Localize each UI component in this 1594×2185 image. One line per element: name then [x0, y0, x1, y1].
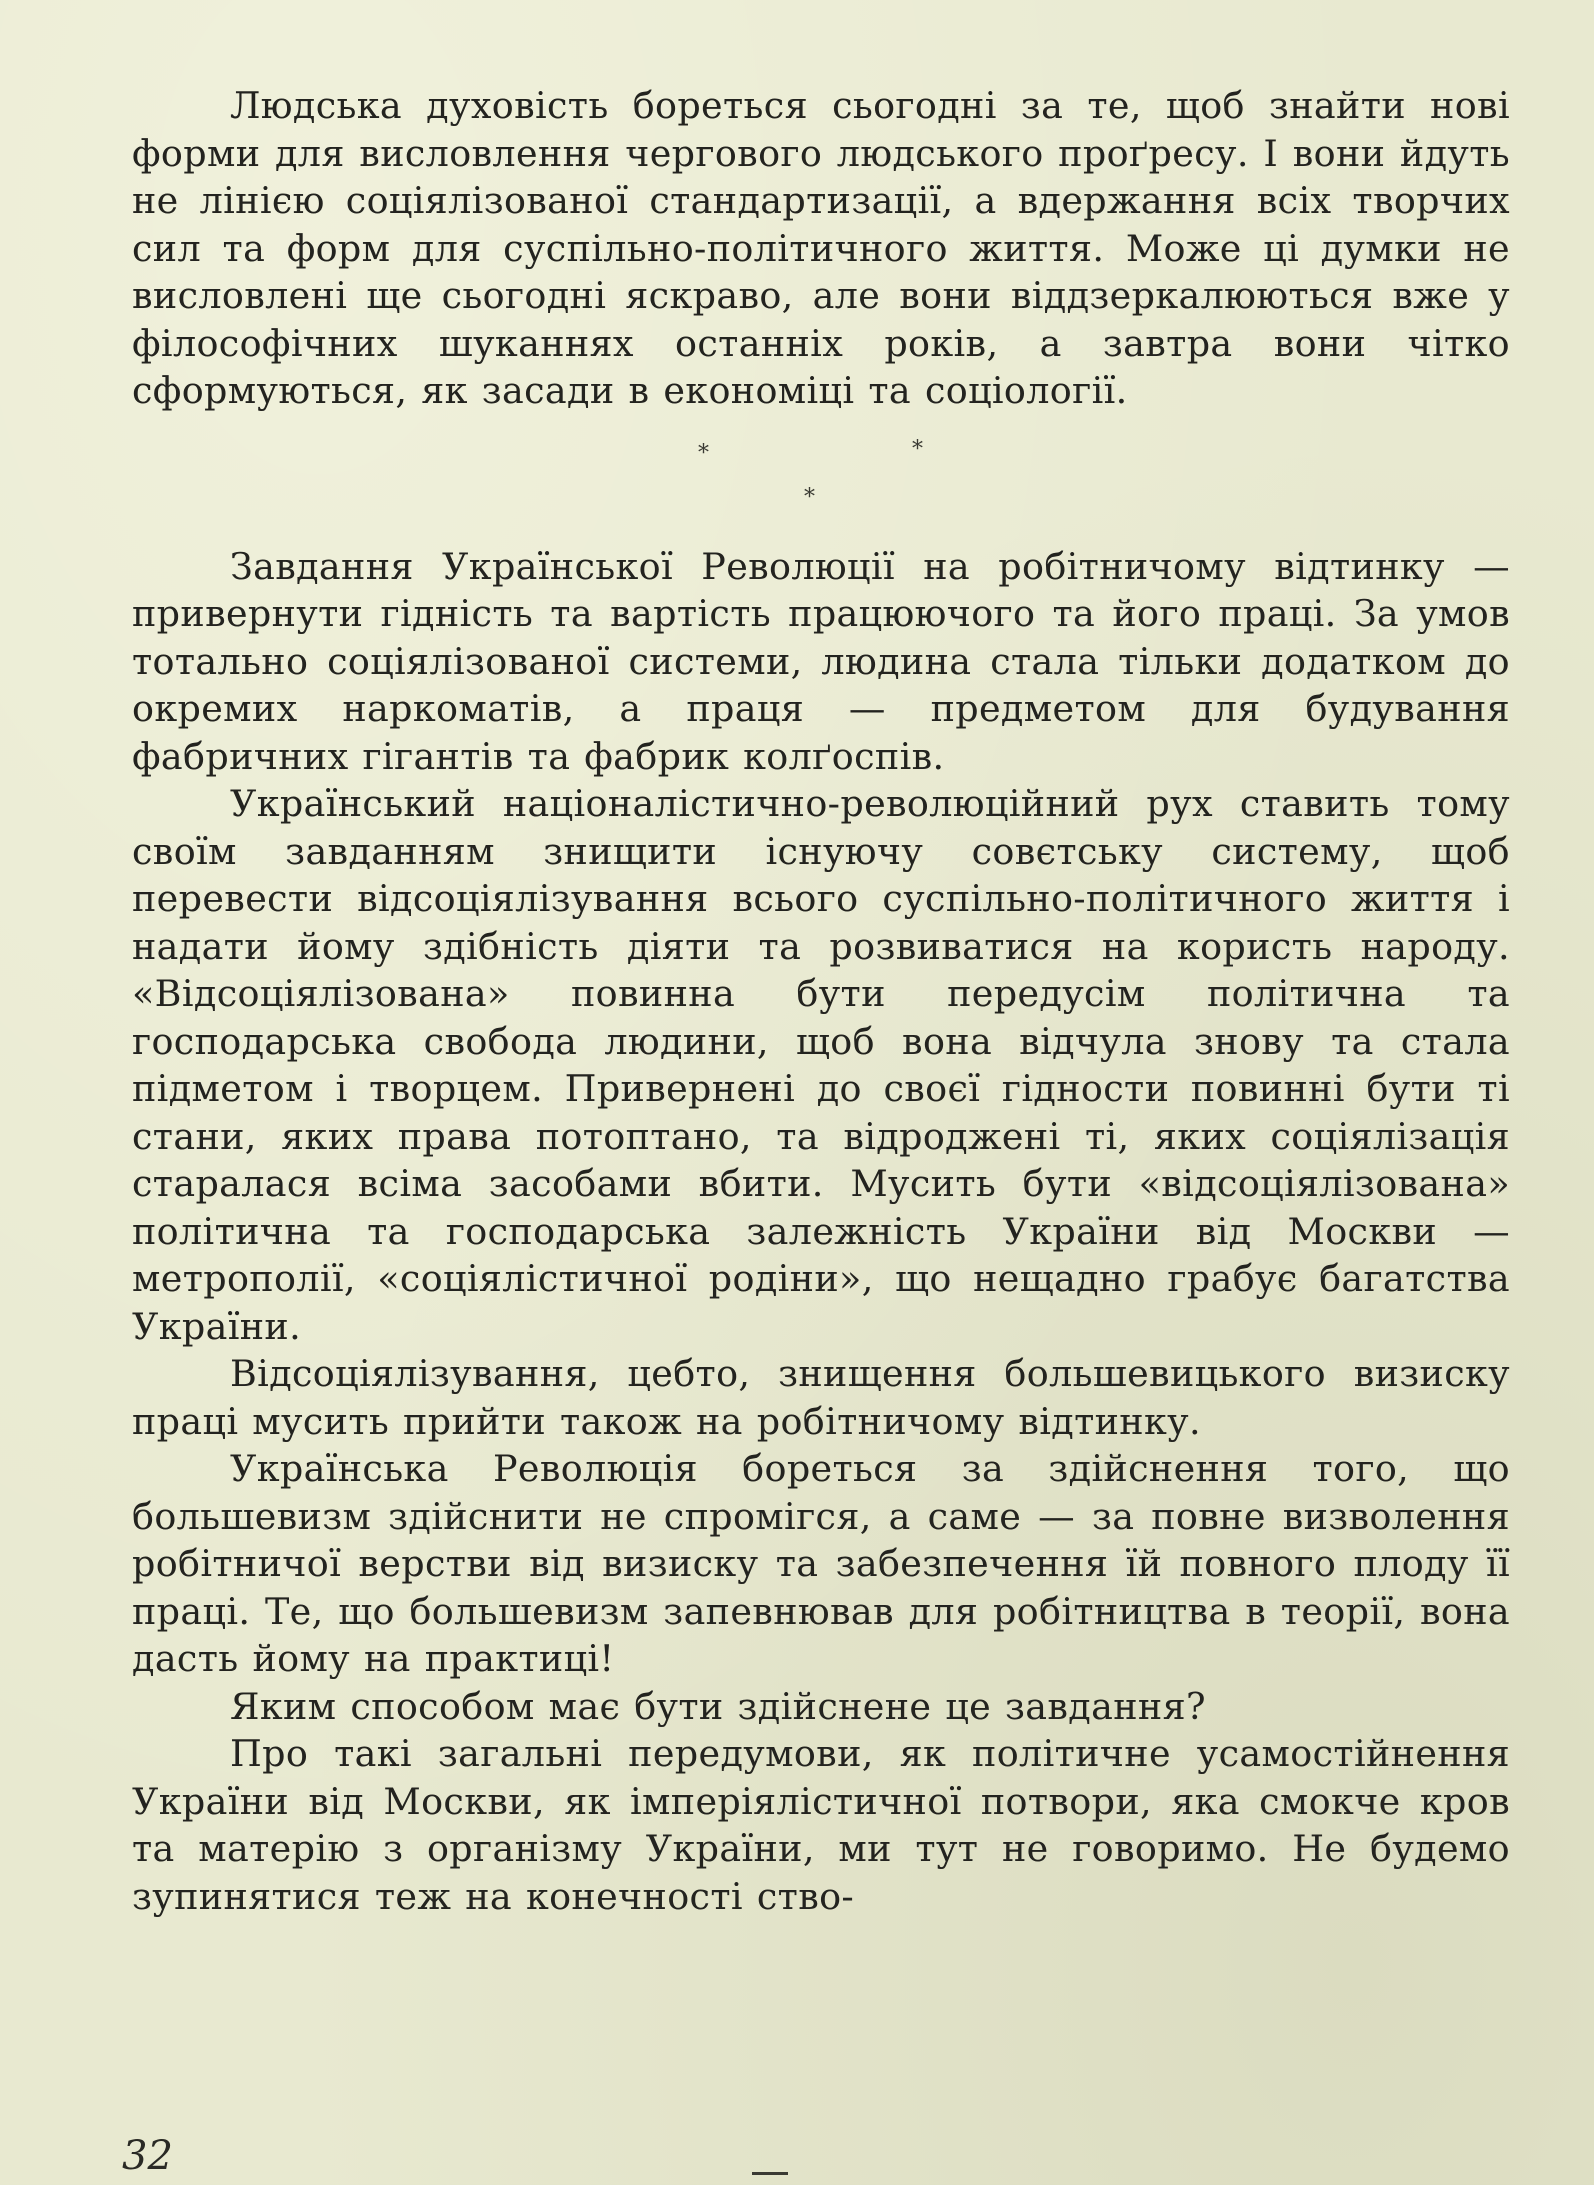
- asterisk: *: [804, 484, 815, 510]
- paragraph: Яким способом має бути здійснене це завдання?: [230, 1684, 1206, 1728]
- footer-rule: [752, 2172, 788, 2175]
- asterisk: *: [912, 436, 923, 462]
- paragraph: Український націоналістично-революційний рух ставить тому своїм завданням знищити існуючу совєтську систему, щоб перевести відсоціялізування всього суспільно-політичного життя і надати йому здібність діяти та розвиватися на користь народу. «Відсоціялізована» повинна бути передусім політична та господарська свобода людини, щоб вона відчула знову та стала підметом і творцем. Привернені до своєї гідности повинні бути ті стани, яких права потоптано, та відроджені ті, яких соціялізація старалася всіма засобами вбити. Мусить бути «відсоціялізована» політична та господарська залежність України від Москви — метрополії, «соціялістичної родіни», що нещадно грабує багатства України.: [132, 782, 1510, 1348]
- paragraph: Людська духовість бореться сьогодні за те, щоб знайти нові форми для висловлення чергового людського проґресу. І вони йдуть не лінією соціялізованої стандартизації, а вдержання всіх творчих сил та форм для суспільно-політичного життя. Може ці думки не висловлені ще сьогодні яскраво, але вони віддзеркалюються вже у філософічних шуканнях останніх років, а завтра вони чітко сформуються, як засади в економіці та соціології.: [132, 84, 1510, 412]
- paragraph: Завдання Української Революції на робітничому відтинку — привернути гідність та вартість працюючого та його праці. За умов тотально соціялізованої системи, людина стала тільки додатком до окремих наркоматів, а праця — предметом для будування фабричних гігантів та фабрик колґоспів.: [132, 544, 1510, 778]
- page-body: [132, 82, 1510, 1920]
- paragraph: Про такі загальні передумови, як політичне усамостійнення України від Москви, як імперіялістичної потвори, яка смокче кров та матерію з організму України, ми тут не говоримо. Не будемо зупинятися теж на конечності ство-: [132, 1732, 1510, 1918]
- paragraph: Українська Революція бореться за здійснення того, що большевизм здійснити не спромігся, а саме — за повне визволення робітничої верстви від визиску та забезпечення їй повного плоду її праці. Те, що большевизм запевнював для робітництва в теорії, вона дасть йому на практиці!: [132, 1447, 1510, 1680]
- paragraph: Відсоціялізування, цебто, знищення большевицького визиску праці мусить прийти також на робітничому відтинку.: [132, 1352, 1510, 1443]
- page-number: 32: [122, 2133, 173, 2179]
- asterisk: *: [698, 440, 709, 466]
- section-separator: [132, 415, 1510, 543]
